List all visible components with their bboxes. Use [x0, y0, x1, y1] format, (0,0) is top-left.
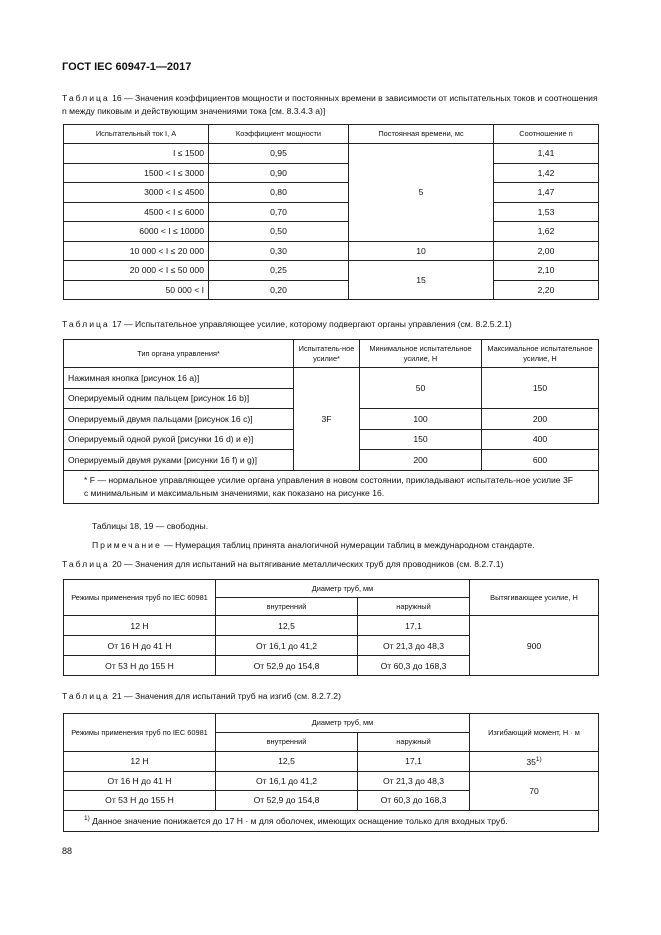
- moment-cell: [470, 752, 599, 772]
- table17-label: Таблица: [62, 319, 110, 329]
- diameter-header: Диаметр труб, мм: [216, 714, 470, 733]
- inner-cell: От 52,9 до 154,8: [216, 656, 358, 676]
- min-force-cell: 100: [360, 409, 482, 430]
- min-force-cell: 50: [360, 368, 482, 409]
- ratio-cell: 1,47: [494, 183, 599, 203]
- table20-label: Таблица: [62, 559, 110, 569]
- mode-cell: От 53 Н до 155 Н: [64, 656, 216, 676]
- current-cell: 50 000 < I: [64, 280, 209, 300]
- table-row: [64, 144, 599, 164]
- power-factor-cell: 0,80: [209, 183, 349, 203]
- page-number: 88: [62, 846, 73, 856]
- power-factor-cell: 0,50: [209, 222, 349, 242]
- table16-header: Коэффициент мощности: [209, 125, 349, 144]
- table-row: [64, 771, 599, 791]
- force-cell: 900: [470, 616, 599, 676]
- control-type-cell: Оперируемый двумя руками [рисунки 16 f) и g)]: [64, 450, 294, 471]
- table-row: [64, 202, 599, 222]
- table16-header-row: [64, 125, 599, 144]
- document-header: ГОСТ IEC 60947-1—2017: [62, 61, 192, 73]
- power-factor-cell: 0,70: [209, 202, 349, 222]
- min-force-cell: 200: [360, 450, 482, 471]
- table-row: [64, 241, 599, 261]
- footnote-mark: 1): [84, 815, 90, 823]
- time-constant-cell: 10: [349, 241, 494, 261]
- power-factor-cell: 0,25: [209, 261, 349, 281]
- ratio-cell: 2,10: [494, 261, 599, 281]
- outer-header: наружный: [358, 733, 470, 752]
- outer-cell: От 60,3 до 168,3: [358, 791, 470, 811]
- inner-cell: От 16,1 до 41,2: [216, 636, 358, 656]
- control-type-cell: Оперируемый двумя пальцами [рисунок 16 c)]: [64, 409, 294, 430]
- table20: [63, 579, 599, 676]
- table16: [63, 124, 599, 300]
- max-force-cell: 600: [482, 450, 599, 471]
- ratio-cell: 1,42: [494, 163, 599, 183]
- table-row: [64, 368, 599, 389]
- power-factor-cell: 0,30: [209, 241, 349, 261]
- table17-header-row: [64, 340, 599, 368]
- table20-caption: [62, 558, 602, 571]
- note-text: — Нумерация таблиц принята аналогичной нумерации таблиц в международном стандарте.: [164, 540, 535, 550]
- inner-cell: От 52,9 до 154,8: [216, 791, 358, 811]
- table16-header: Испытательный ток I, А: [64, 125, 209, 144]
- table20-caption-text: 20 — Значения для испытаний на вытягивание металлических труб для проводников (см. 8.2.7.1): [112, 559, 504, 569]
- table21: [63, 713, 599, 832]
- table21-header-row: [64, 714, 599, 733]
- outer-cell: От 60,3 до 168,3: [358, 656, 470, 676]
- table16-header: Постоянная времени, мс: [349, 125, 494, 144]
- table17: [63, 339, 599, 504]
- mode-cell: От 16 Н до 41 Н: [64, 636, 216, 656]
- table16-header: Соотношение n: [494, 125, 599, 144]
- table-row: [64, 616, 599, 636]
- inner-header: внутренний: [216, 598, 358, 616]
- ratio-cell: 2,00: [494, 241, 599, 261]
- outer-cell: От 21,3 до 48,3: [358, 636, 470, 656]
- current-cell: 1500 < I ≤ 3000: [64, 163, 209, 183]
- ratio-cell: 1,53: [494, 202, 599, 222]
- table-row: [64, 752, 599, 772]
- current-cell: 10 000 < I ≤ 20 000: [64, 241, 209, 261]
- power-factor-cell: 0,90: [209, 163, 349, 183]
- table17-footnote: * F — нормальное управляющее усилие органа управления в новом состоянии, прикладывают испытатель-ное усилие 3F с минимальным и максимальным значениями, как показано на рисунке 16.: [64, 470, 599, 503]
- max-force-cell: 400: [482, 429, 599, 450]
- note-label: Примечание: [92, 540, 162, 550]
- current-cell: 20 000 < I ≤ 50 000: [64, 261, 209, 281]
- power-factor-cell: 0,20: [209, 280, 349, 300]
- free-tables-text: Таблицы 18, 19 — свободны.: [92, 521, 209, 531]
- time-constant-cell: 15: [349, 261, 494, 300]
- table17-caption: [62, 318, 602, 331]
- table17-caption-text: 17 — Испытательное управляющее усилие, которому подвергают органы управления (см. 8.2.5.2.1): [112, 319, 512, 329]
- max-force-cell: 150: [482, 368, 599, 409]
- table17-header: Максимальное испытательное усилие, Н: [482, 340, 599, 368]
- current-cell: 6000 < I ≤ 10000: [64, 222, 209, 242]
- table17-header: Испытатель-ное усилие*: [294, 340, 360, 368]
- moment-cell: 70: [470, 771, 599, 810]
- table-row: [64, 163, 599, 183]
- inner-cell: От 16,1 до 41,2: [216, 771, 358, 791]
- table21-footnote-row: [64, 810, 599, 831]
- control-type-cell: Нажимная кнопка [рисунок 16 a)]: [64, 368, 294, 389]
- ratio-cell: 1,62: [494, 222, 599, 242]
- table21-caption-text: 21 — Значения для испытаний труб на изгиб (см. 8.2.7.2): [112, 691, 341, 701]
- time-constant-cell: 5: [349, 144, 494, 242]
- min-force-cell: 150: [360, 429, 482, 450]
- table16-label: Таблица: [62, 93, 110, 103]
- table17-header: Минимальное испытательное усилие, Н: [360, 340, 482, 368]
- table21-label: Таблица: [62, 691, 110, 701]
- outer-cell: 17,1: [358, 752, 470, 772]
- diameter-header: Диаметр труб, мм: [216, 580, 470, 598]
- moment-footnote-ref: 1): [535, 755, 542, 763]
- mode-cell: 12 Н: [64, 616, 216, 636]
- outer-cell: 17,1: [358, 616, 470, 636]
- ratio-cell: 1,41: [494, 144, 599, 164]
- table-row: [64, 183, 599, 203]
- table17-footnote-row: [64, 470, 599, 503]
- control-type-cell: Оперируемый одной рукой [рисунки 16 d) и e)]: [64, 429, 294, 450]
- power-factor-cell: 0,95: [209, 144, 349, 164]
- current-cell: 3000 < I ≤ 4500: [64, 183, 209, 203]
- table21-caption: [62, 690, 602, 703]
- inner-cell: 12,5: [216, 616, 358, 636]
- table20-header-row: [64, 580, 599, 598]
- inner-cell: 12,5: [216, 752, 358, 772]
- table-row: [64, 261, 599, 281]
- ratio-cell: 2,20: [494, 280, 599, 300]
- force-header: Вытягивающее усилие, Н: [470, 580, 599, 616]
- mode-header: Режимы применения труб по IEC 60981: [64, 714, 216, 752]
- outer-header: наружный: [358, 598, 470, 616]
- table16-caption: [62, 92, 602, 118]
- current-cell: 4500 < I ≤ 6000: [64, 202, 209, 222]
- mode-header: Режимы применения труб по IEC 60981: [64, 580, 216, 616]
- table21-footnote: [64, 810, 599, 831]
- table16-caption-text: 16 — Значения коэффициентов мощности и постоянных времени в зависимости от испытательных токов и соотношения n между пиковым и действующим значениями тока [см. 8.3.4.3 a)]: [62, 93, 598, 116]
- table-row: [64, 280, 599, 300]
- footnote-text: Данное значение понижается до 17 Н · м для оболочек, имеющих оснащение только для входных труб.: [92, 815, 508, 826]
- table-row: [64, 222, 599, 242]
- inner-header: внутренний: [216, 733, 358, 752]
- table17-header: Тип органа управления*: [64, 340, 294, 368]
- moment-header: Изгибающий момент, Н · м: [470, 714, 599, 752]
- mode-cell: 12 Н: [64, 752, 216, 772]
- note: [92, 540, 535, 550]
- current-cell: I ≤ 1500: [64, 144, 209, 164]
- moment-value: 35: [526, 756, 536, 767]
- mode-cell: От 53 Н до 155 Н: [64, 791, 216, 811]
- outer-cell: От 21,3 до 48,3: [358, 771, 470, 791]
- control-type-cell: Оперируемый одним пальцем [рисунок 16 b)]: [64, 388, 294, 409]
- mode-cell: От 16 Н до 41 Н: [64, 771, 216, 791]
- test-force-cell: 3F: [294, 368, 360, 471]
- max-force-cell: 200: [482, 409, 599, 430]
